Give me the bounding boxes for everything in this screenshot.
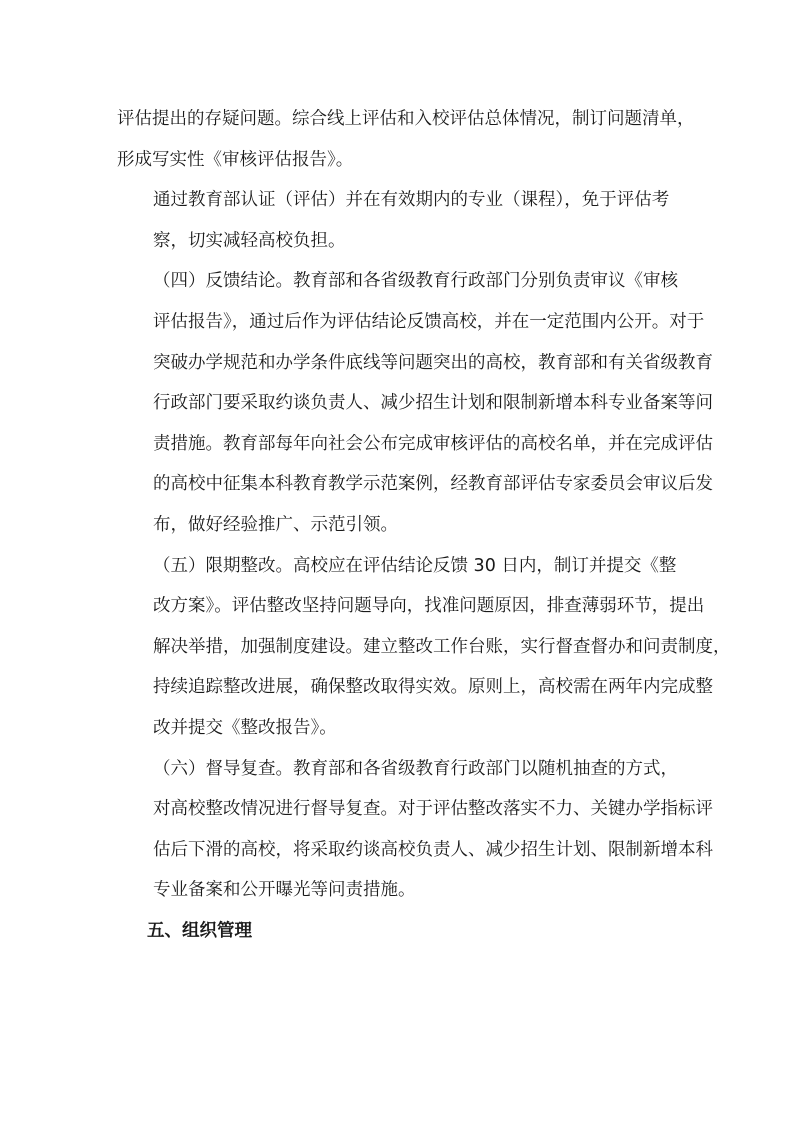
- paragraph-feedback-conclusion: [117, 261, 713, 545]
- text-line: 改方案》。评估整改坚持问题导向，找准问题原因，排查薄弱环节，提出: [153, 596, 705, 617]
- text-line: 解决举措，加强制度建设。建立整改工作台账，实行督查督办和问责制度，: [153, 636, 731, 657]
- text-line: （六）督导复查。教育部和各省级教育行政部门以随机抽查的方式，: [153, 758, 678, 779]
- text-line: 察，切实减轻高校负担。: [153, 230, 346, 251]
- text-line: （五）限期整改。高校应在评估结论反馈 30 日内，制订并提交《整: [153, 555, 677, 576]
- section-heading: 五、组织管理: [147, 920, 252, 941]
- paragraph-supervision-review: [117, 749, 713, 911]
- text-line: 责措施。教育部每年向社会公布完成审核评估的高校名单，并在完成评估: [153, 433, 713, 454]
- text-line: 评估报告》，通过后作为评估结论反馈高校，并在一定范围内公开。对于: [153, 311, 705, 332]
- text-line: 评估提出的存疑问题。综合线上评估和入校评估总体情况，制订问题清单，: [117, 109, 695, 129]
- paragraph-evaluation-report: [117, 99, 695, 180]
- text-line: 突破办学规范和办学条件底线等问题突出的高校，教育部和有关省级教育: [153, 352, 713, 373]
- text-line: 估后下滑的高校，将采取约谈高校负责人、减少招生计划、限制新增本科: [153, 839, 713, 860]
- text-line: 改并提交《整改报告》。: [153, 717, 337, 738]
- text-line: （四）反馈结论。教育部和各省级教育行政部门分别负责审议《审核: [153, 271, 678, 292]
- paragraph-rectification: [117, 546, 731, 749]
- text-line: 持续追踪整改进展，确保整改取得实效。原则上，高校需在两年内完成整: [153, 677, 713, 698]
- paragraph-certification-exemption: [117, 180, 683, 261]
- text-line: 布，做好经验推广、示范引领。: [153, 514, 398, 535]
- text-line: 形成写实性《审核评估报告》。: [117, 149, 354, 170]
- text-line: 专业备案和公开曝光等问责措施。: [153, 880, 416, 901]
- text-line: 的高校中征集本科教育教学示范案例，经教育部评估专家委员会审议后发: [153, 474, 713, 495]
- document-page: [117, 99, 731, 951]
- text-line: 通过教育部认证（评估）并在有效期内的专业（课程），免于评估考: [153, 190, 670, 211]
- text-line: 行政部门要采取约谈负责人、减少招生计划和限制新增本科专业备案等问: [153, 393, 713, 414]
- text-line: 对高校整改情况进行督导复查。对于评估整改落实不力、关键办学指标评: [153, 799, 713, 820]
